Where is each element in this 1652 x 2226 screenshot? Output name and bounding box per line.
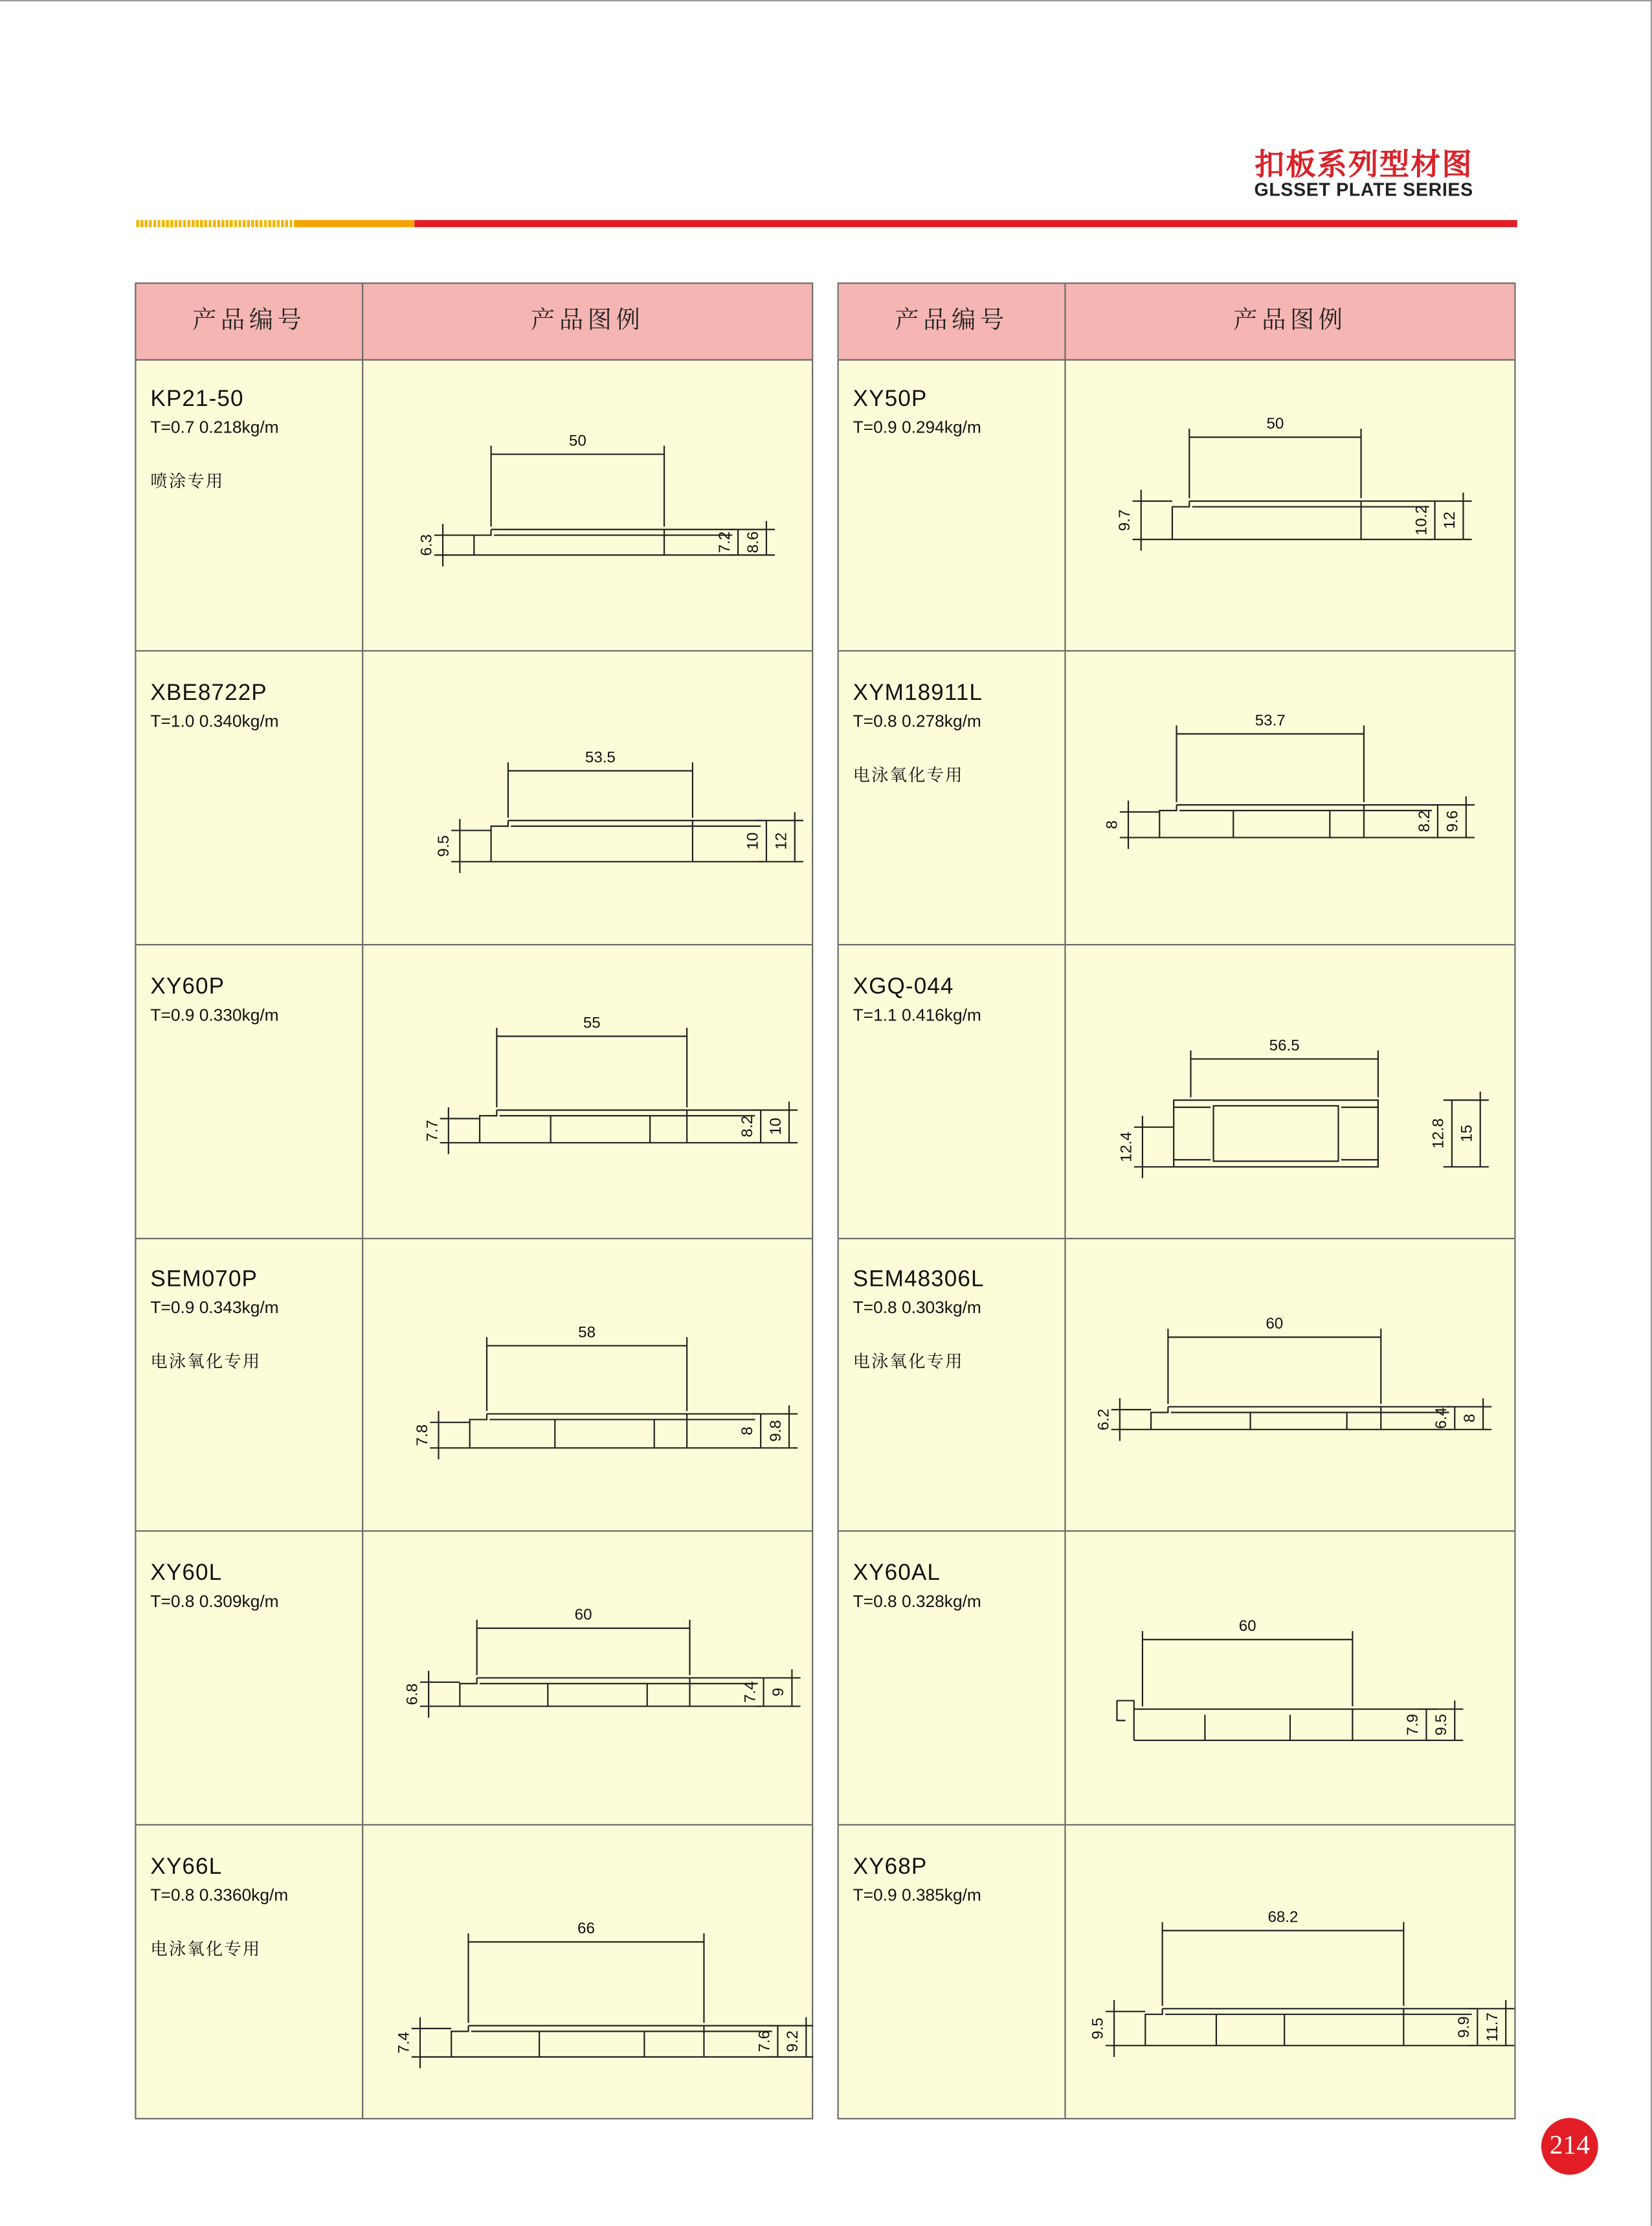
dimension-right-a-label: 8.2 (738, 1115, 756, 1137)
dimension-width-label: 56.5 (1269, 1036, 1300, 1054)
product-note: 电泳氧化专用 (853, 765, 964, 785)
crop-line-top (0, 0, 1652, 1)
dimension-right-a-label: 8 (738, 1427, 756, 1436)
profile-tongue (1174, 1107, 1378, 1159)
dimension-left (1089, 2000, 1146, 2057)
profile-drawing (1174, 1099, 1378, 1166)
dimension-width-label: 50 (568, 432, 586, 450)
dimension-left (1095, 1399, 1151, 1441)
dimension-left (1117, 1115, 1174, 1177)
dimension-right-a-label: 10 (744, 832, 762, 849)
dimension-right-b-label: 15 (1458, 1124, 1476, 1142)
dimension-width (1143, 1618, 1352, 1707)
dimension-left (404, 1671, 460, 1718)
product-code: XGQ-044 (853, 974, 954, 999)
product-spec: T=1.1 0.416kg/m (853, 1004, 981, 1025)
dimension-left-label: 9.7 (1116, 509, 1134, 532)
dimension-width (1189, 415, 1361, 498)
product-spec: T=0.7 0.218kg/m (150, 417, 279, 438)
profile-figure (1066, 359, 1516, 650)
dimension-left-label: 9.5 (1089, 2018, 1107, 2040)
product-code: XY50P (853, 387, 928, 412)
dimension-right-a-label: 7.9 (1404, 1714, 1422, 1736)
dimension-left-label: 6.3 (418, 534, 436, 556)
dimension-right-b-label: 11.7 (1484, 2012, 1502, 2042)
dimension-left (395, 2017, 451, 2068)
product-row (839, 1533, 1515, 1826)
dimension-right-a-label: 7.4 (741, 1681, 759, 1703)
dimension-left (414, 1411, 470, 1460)
product-note: 电泳氧化专用 (150, 1939, 262, 1959)
product-row (136, 653, 812, 945)
dimension-right-b-label: 9.6 (1444, 810, 1462, 832)
product-code: XBE8722P (150, 680, 267, 706)
header-product-code: 产品编号 (192, 306, 306, 335)
profile-outline (451, 2026, 775, 2057)
table-header (136, 284, 812, 360)
dimension-width-label: 53.5 (585, 748, 616, 766)
profile-outline (480, 1110, 758, 1142)
profile-figure (363, 1827, 813, 2118)
header-product-figure: 产品图例 (1233, 306, 1347, 335)
dimension-width-label: 68.2 (1267, 1908, 1299, 1926)
dimension-width (497, 1013, 687, 1107)
dimension-width-label: 58 (578, 1324, 596, 1342)
dimension-right-a-label: 9.9 (1455, 2016, 1473, 2038)
profile-drawing (451, 2026, 775, 2057)
product-row (136, 946, 812, 1239)
profile-drawing (1117, 1701, 1437, 1740)
product-code: XY60L (150, 1562, 223, 1586)
profile-outline (460, 1678, 761, 1707)
dimension-width-label: 50 (1266, 415, 1284, 433)
profile-figure (1066, 1533, 1516, 1824)
profile-drawing (1151, 1408, 1452, 1430)
dimension-right-b-label: 8 (1460, 1414, 1479, 1423)
dimension-right-b-label: 9.2 (784, 2030, 802, 2052)
dimension-width (1177, 712, 1364, 802)
dimension-width (508, 748, 693, 818)
profile-drawing (460, 1678, 761, 1707)
dimension-right-a-label: 7.2 (715, 531, 733, 554)
profile-outline (1151, 1408, 1452, 1430)
dimension-left (418, 524, 474, 567)
dimension-width-label: 60 (1238, 1617, 1256, 1636)
dimension-right (1404, 1701, 1463, 1740)
dimension-width-label: 55 (583, 1013, 601, 1031)
header-bar-red (414, 220, 1517, 227)
dimension-left-label: 7.4 (395, 2032, 413, 2054)
dimension-left (1103, 800, 1159, 849)
dimension-width-label: 60 (574, 1606, 592, 1624)
profile-drawing (1145, 2008, 1475, 2045)
dimension-right-a-label: 6.4 (1433, 1408, 1451, 1430)
product-note: 电泳氧化专用 (853, 1352, 964, 1372)
profile-drawing (480, 1110, 758, 1142)
profile-figure (363, 1240, 813, 1531)
dimension-width-label: 66 (577, 1920, 595, 1938)
profile-outline (1117, 1701, 1437, 1740)
product-spec: T=0.9 0.294kg/m (853, 417, 981, 438)
product-row (839, 946, 1515, 1239)
dimension-right (716, 521, 775, 556)
dimension-width (1168, 1316, 1381, 1404)
dimension-left-label: 12.4 (1117, 1131, 1135, 1162)
product-row (839, 359, 1515, 652)
dimension-right-b-label: 9.5 (1433, 1714, 1451, 1736)
dimension-left-label: 6.2 (1095, 1409, 1113, 1432)
dimension-right (739, 1101, 798, 1142)
dimension-right-b-label: 9.8 (766, 1421, 785, 1443)
product-code: XY60AL (853, 1562, 941, 1586)
profile-figure (1066, 946, 1516, 1237)
dimension-width (1163, 1909, 1404, 2006)
product-spec: T=0.8 0.328kg/m (853, 1591, 981, 1612)
profile-outline (474, 530, 735, 555)
product-row (136, 1240, 812, 1533)
product-spec: T=0.8 0.303kg/m (853, 1298, 981, 1318)
dimension-right-a-label: 7.6 (755, 2030, 774, 2052)
header-bar-orange (295, 220, 414, 227)
header-product-figure: 产品图例 (530, 306, 645, 335)
product-row (839, 1827, 1515, 2120)
profile-drawing (474, 530, 735, 555)
dimension-right (1412, 493, 1471, 539)
dimension-width-label: 53.7 (1255, 711, 1286, 729)
product-note: 喷涂专用 (150, 471, 225, 491)
product-code: KP21-50 (150, 387, 244, 412)
product-spec: T=0.8 0.3360kg/m (150, 1885, 289, 1906)
dimension-right-b-label: 8.6 (744, 531, 762, 554)
product-table-left (135, 282, 813, 2119)
dimension-left-label: 9.5 (434, 835, 452, 857)
product-row (839, 653, 1515, 945)
product-row (839, 1240, 1515, 1533)
product-note: 电泳氧化专用 (150, 1352, 262, 1372)
dimension-right (1416, 796, 1475, 838)
dimension-right-b-label: 10 (766, 1117, 785, 1135)
dimension-right-a-label: 10.2 (1412, 505, 1431, 535)
product-row (136, 359, 812, 652)
product-spec: T=0.9 0.343kg/m (150, 1298, 279, 1318)
profile-inner-chamber (1214, 1105, 1339, 1161)
product-spec: T=0.9 0.330kg/m (150, 1004, 279, 1025)
product-code: XY66L (150, 1855, 223, 1880)
dimension-width (1190, 1037, 1378, 1097)
dimension-right (755, 2017, 813, 2056)
dimension-width-label: 60 (1266, 1315, 1284, 1333)
dimension-width (487, 1324, 687, 1411)
dimension-right (741, 1670, 800, 1707)
dimension-left (1116, 489, 1172, 550)
product-code: SEM48306L (853, 1268, 985, 1292)
dimension-right-a-label: 12.8 (1429, 1118, 1447, 1149)
dimension-left-label: 8 (1103, 820, 1121, 829)
profile-figure (363, 946, 813, 1237)
dimension-right-a-label: 8.2 (1415, 810, 1433, 832)
dimension-right (739, 1406, 798, 1448)
product-row (136, 1827, 812, 2120)
dimension-left-label: 7.7 (423, 1119, 441, 1141)
profile-figure (1066, 653, 1516, 943)
page-title-en: GLSSET PLATE SERIES (1254, 179, 1473, 201)
profile-figure (363, 1533, 813, 1824)
product-row (136, 1533, 812, 1826)
dimension-right (1433, 1399, 1491, 1430)
product-code: SEM070P (150, 1268, 258, 1292)
profile-figure (1066, 1240, 1516, 1531)
header-product-code: 产品编号 (895, 306, 1009, 335)
profile-drawing (1172, 501, 1432, 539)
dimension-right (1455, 2000, 1514, 2045)
dimension-left-label: 7.8 (413, 1424, 431, 1447)
product-spec: T=0.9 0.385kg/m (853, 1885, 981, 1906)
profile-outline (1159, 805, 1434, 837)
header-bar-dots (136, 220, 295, 227)
dimension-left (423, 1107, 480, 1153)
dimension-width (477, 1606, 690, 1676)
product-code: XY60P (150, 974, 225, 999)
product-spec: T=1.0 0.340kg/m (150, 710, 279, 731)
table-header (839, 284, 1515, 360)
dimension-width (491, 432, 664, 526)
profile-figure (363, 359, 813, 650)
dimension-right-b-label: 12 (772, 832, 790, 849)
profile-figure (363, 653, 813, 943)
dimension-right-b-label: 12 (1441, 512, 1459, 529)
dimension-left (435, 819, 491, 873)
profile-drawing (1159, 805, 1434, 837)
profile-drawing (491, 820, 764, 862)
page-number: 214 (1541, 2118, 1598, 2175)
dimension-right (744, 812, 803, 862)
dimension-width (469, 1920, 704, 2023)
dimension-left-label: 6.8 (403, 1683, 421, 1705)
dimension-right (1430, 1091, 1489, 1166)
profile-outline (1174, 1099, 1378, 1166)
product-spec: T=0.8 0.278kg/m (853, 710, 981, 731)
product-code: XYM18911L (853, 680, 983, 706)
product-code: XY68P (853, 1855, 928, 1880)
page-title-cn: 扣板系列型材图 (1255, 148, 1473, 182)
product-spec: T=0.8 0.309kg/m (150, 1591, 279, 1612)
profile-figure (1066, 1827, 1516, 2118)
product-table-right (838, 282, 1516, 2119)
dimension-right-b-label: 9 (770, 1688, 788, 1697)
profile-drawing (470, 1415, 758, 1449)
